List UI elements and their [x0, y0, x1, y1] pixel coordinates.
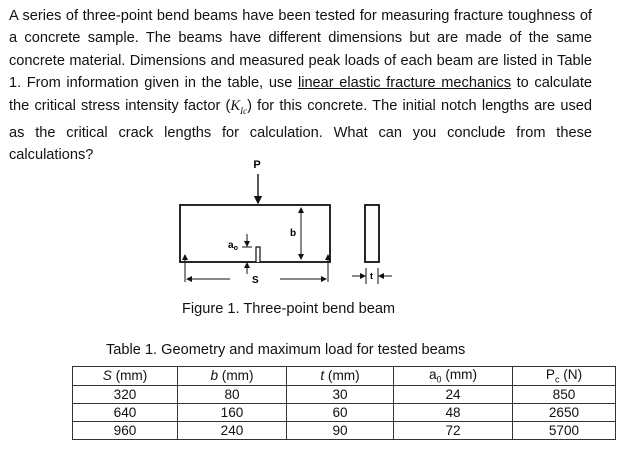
cell-load: 2650 — [513, 403, 616, 421]
cell-height: 80 — [178, 385, 287, 403]
thickness-label: t — [370, 271, 373, 281]
table-row — [73, 403, 616, 421]
cell-notch: 72 — [394, 421, 513, 439]
figure-caption: Figure 1. Three-point bend beam — [182, 301, 396, 317]
statement-part-3: ) for this concrete. The initial notch lengths are used as the critical crack lengths for calculation. What can you conclude from these calculations? — [9, 97, 592, 164]
load-label: P — [253, 159, 261, 171]
beam-outline — [180, 205, 330, 262]
cell-notch: 24 — [394, 385, 513, 403]
cell-span: 640 — [73, 403, 178, 421]
cell-load: 850 — [513, 385, 616, 403]
header-height: b (mm) — [178, 367, 287, 386]
beam-data-table — [72, 366, 616, 440]
cross-section — [365, 205, 379, 262]
lefm-link[interactable]: linear elastic fracture mechanics — [297, 75, 512, 92]
problem-statement — [9, 5, 592, 167]
height-label: b — [290, 228, 297, 239]
three-point-bend-figure — [170, 152, 430, 302]
table-row — [73, 385, 616, 403]
cell-thickness: 30 — [287, 385, 394, 403]
header-span: S (mm) — [73, 367, 178, 386]
span-label: S — [252, 275, 259, 286]
header-thickness: t (mm) — [287, 367, 394, 386]
cell-load: 5700 — [513, 421, 616, 439]
statement-part-2: to calculate the critical stress intensity factor ( — [9, 75, 592, 114]
statement-part-1: A series of three-point bend beams have been tested for measuring fracture toughness of a concrete sample. The beams have different dimensions but are made of the same concrete material. Dimensions and measured peak loads of each beam are listed in Table 1. From information given in the table, use — [9, 8, 592, 92]
cell-height: 240 — [178, 421, 287, 439]
notch-label: $a_o$ — [228, 240, 238, 252]
table-header-row — [73, 367, 616, 386]
table-row — [73, 421, 616, 439]
header-notch: $a_0$ (mm) — [394, 367, 513, 386]
cell-thickness: 90 — [287, 421, 394, 439]
header-load: $P_c$ (N) — [513, 367, 616, 386]
cell-span: 960 — [73, 421, 178, 439]
cell-span: 320 — [73, 385, 178, 403]
cell-thickness: 60 — [287, 403, 394, 421]
cell-height: 160 — [178, 403, 287, 421]
table-caption: Table 1. Geometry and maximum load for tested beams — [106, 342, 466, 358]
cell-notch: 48 — [394, 403, 513, 421]
kic-symbol: $K_{Ic}$ — [230, 97, 248, 116]
notch — [256, 247, 260, 262]
